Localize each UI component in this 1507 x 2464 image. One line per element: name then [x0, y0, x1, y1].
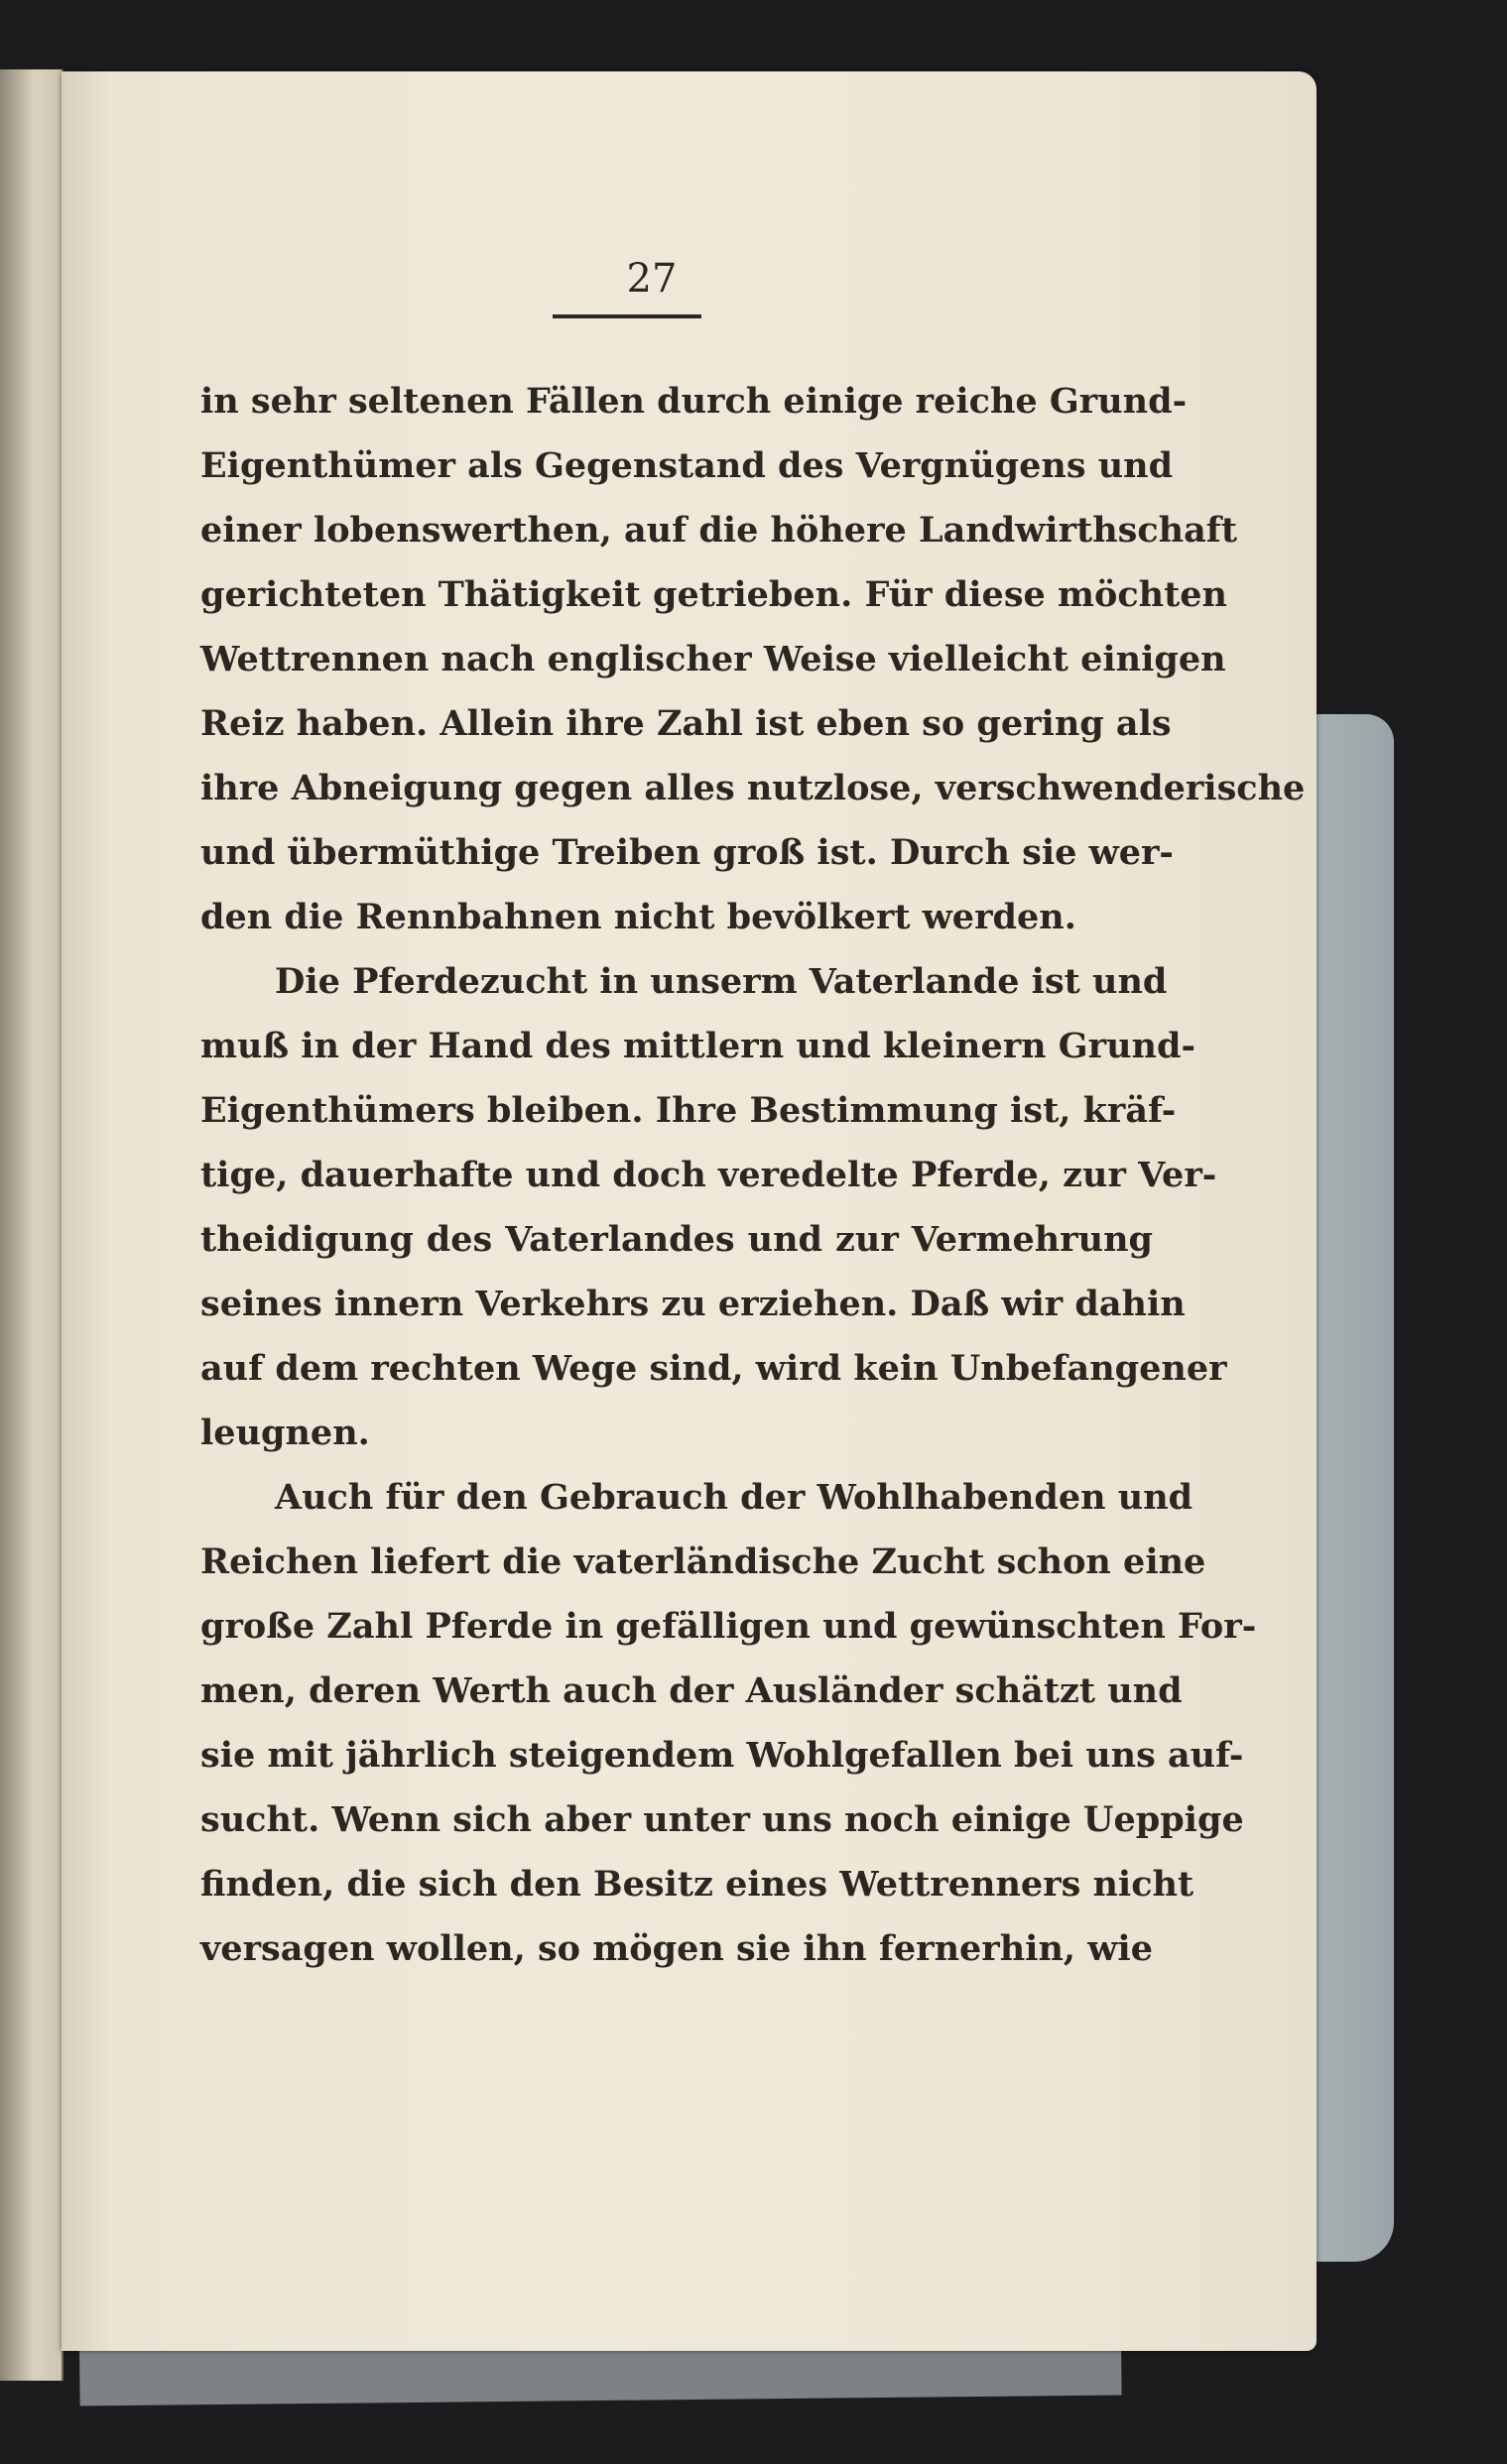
text-line: gerichteten Thätigkeit getrieben. Für diese möchten — [200, 574, 1227, 615]
body-text — [200, 369, 1306, 1981]
facing-page-edge — [0, 69, 63, 2381]
text-line: muß in der Hand des mittlern und kleinern Grund- — [200, 1026, 1196, 1066]
text-line: Reichen liefert die vaterländische Zucht schon eine — [200, 1541, 1206, 1582]
text-line: ihre Abneigung gegen alles nutzlose, verschwenderische — [200, 768, 1306, 808]
text-line: men, deren Werth auch der Ausländer schätzt und — [200, 1670, 1183, 1711]
page-number: 27 — [626, 256, 678, 302]
text-line: versagen wollen, so mögen sie ihn fernerhin, wie — [200, 1928, 1153, 1969]
text-line: tige, dauerhafte und doch veredelte Pferde, zur Ver- — [200, 1155, 1217, 1195]
paragraph-start-line: Die Pferdezucht in unserm Vaterlande ist und — [275, 961, 1168, 1002]
text-line: finden, die sich den Besitz eines Wettrenners nicht — [200, 1864, 1194, 1905]
book-page — [62, 71, 1317, 2351]
text-line: seines innern Verkehrs zu erziehen. Daß wir dahin — [200, 1284, 1186, 1324]
text-line: den die Rennbahnen nicht bevölkert werden. — [200, 897, 1076, 937]
text-line: Wettrennen nach englischer Weise vielleicht einigen — [200, 639, 1226, 679]
text-line: sie mit jährlich steigendem Wohlgefallen bei uns auf- — [200, 1735, 1244, 1776]
text-line: auf dem rechten Wege sind, wird kein Unbefangener — [200, 1348, 1227, 1389]
text-line: sucht. Wenn sich aber unter uns noch einige Ueppige — [200, 1799, 1244, 1840]
text-line: Eigenthümer als Gegenstand des Vergnügens und — [200, 445, 1174, 486]
text-line: Eigenthümers bleiben. Ihre Bestimmung ist, kräf- — [200, 1090, 1177, 1131]
text-line: Reiz haben. Allein ihre Zahl ist eben so gering als — [200, 703, 1172, 744]
text-line: große Zahl Pferde in gefälligen und gewünschten For- — [200, 1606, 1257, 1647]
text-line: einer lobenswerthen, auf die höhere Landwirthschaft — [200, 510, 1238, 551]
paragraph-start-line: Auch für den Gebrauch der Wohlhabenden und — [275, 1477, 1193, 1518]
text-line: in sehr seltenen Fällen durch einige reiche Grund- — [200, 381, 1188, 422]
header-rule — [553, 314, 701, 318]
text-line: und übermüthige Treiben groß ist. Durch sie wer- — [200, 832, 1174, 873]
text-line: leugnen. — [200, 1413, 370, 1453]
text-line: theidigung des Vaterlandes und zur Vermehrung — [200, 1219, 1153, 1260]
